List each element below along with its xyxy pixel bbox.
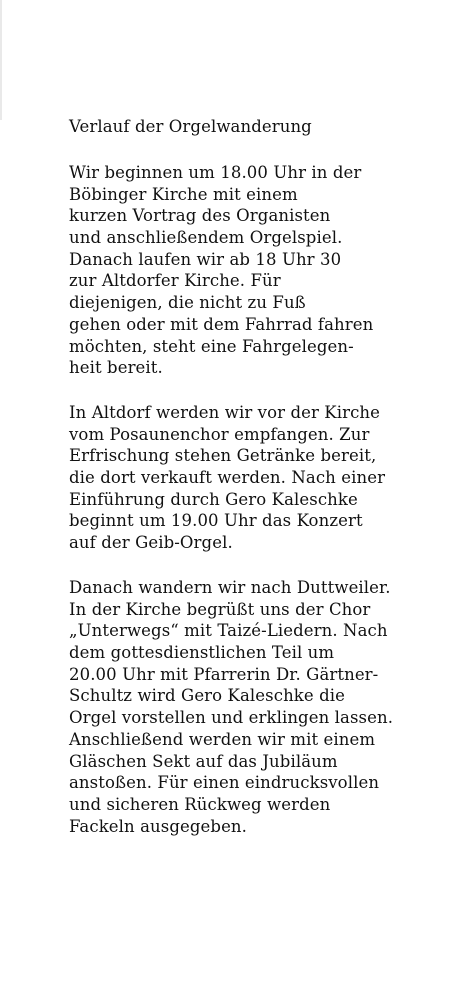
text-line: Wir beginnen um 18.00 Uhr in der	[69, 163, 362, 182]
text-line: beginnt um 19.00 Uhr das Konzert	[69, 511, 363, 531]
text-line: In der Kirche begrüßt uns der Chor	[69, 599, 371, 619]
text-line: möchten, steht eine Fahrgelegen-	[69, 336, 354, 356]
text-line: dem gottesdienstlichen Teil um	[69, 643, 335, 663]
text-line: Schultz wird Gero Kaleschke die	[69, 686, 346, 706]
text-line: gehen oder mit dem Fahrrad fahren	[69, 314, 374, 334]
text-line: auf der Geib-Orgel.	[69, 533, 233, 553]
document-title: Verlauf der Orgelwanderung	[69, 117, 312, 136]
text-line: heit bereit.	[69, 358, 163, 378]
text-line: Gläschen Sekt auf das Jubiläum	[69, 751, 338, 771]
text-line: vom Posaunenchor empfangen. Zur	[69, 424, 370, 444]
text-line: kurzen Vortrag des Organisten	[69, 206, 331, 226]
text-line: und sicheren Rückweg werden	[69, 794, 331, 814]
paragraph-schedule-start	[69, 162, 459, 379]
text-line: In Altdorf werden wir vor der Kirche	[69, 403, 381, 422]
text-line: Böbinger Kirche mit einem	[69, 184, 298, 204]
text-line: 20.00 Uhr mit Pfarrerin Dr. Gärtner-	[69, 664, 379, 684]
text-line: „Unterwegs“ mit Taizé-Liedern. Nach	[69, 621, 388, 641]
text-line: zur Altdorfer Kirche. Für	[69, 271, 281, 291]
text-line: die dort verkauft werden. Nach einer	[69, 468, 386, 488]
page-edge-shadow	[0, 0, 2, 120]
text-line: Danach wandern wir nach Duttweiler.	[69, 578, 391, 597]
paragraph-altdorf	[69, 402, 459, 554]
text-line: Einführung durch Gero Kaleschke	[69, 489, 358, 509]
text-line: Orgel vorstellen und erklingen lassen.	[69, 708, 394, 728]
text-line: Anschließend werden wir mit einem	[69, 729, 376, 749]
paragraph-duttweiler	[69, 577, 459, 837]
text-line: und anschließendem Orgelspiel.	[69, 228, 343, 248]
text-line: Fackeln ausgegeben.	[69, 816, 248, 836]
text-line: Danach laufen wir ab 18 Uhr 30	[69, 249, 342, 269]
text-line: Erfrischung stehen Getränke bereit,	[69, 446, 377, 466]
text-line: anstoßen. Für einen eindrucksvollen	[69, 773, 380, 793]
text-line: diejenigen, die nicht zu Fuß	[69, 293, 306, 313]
